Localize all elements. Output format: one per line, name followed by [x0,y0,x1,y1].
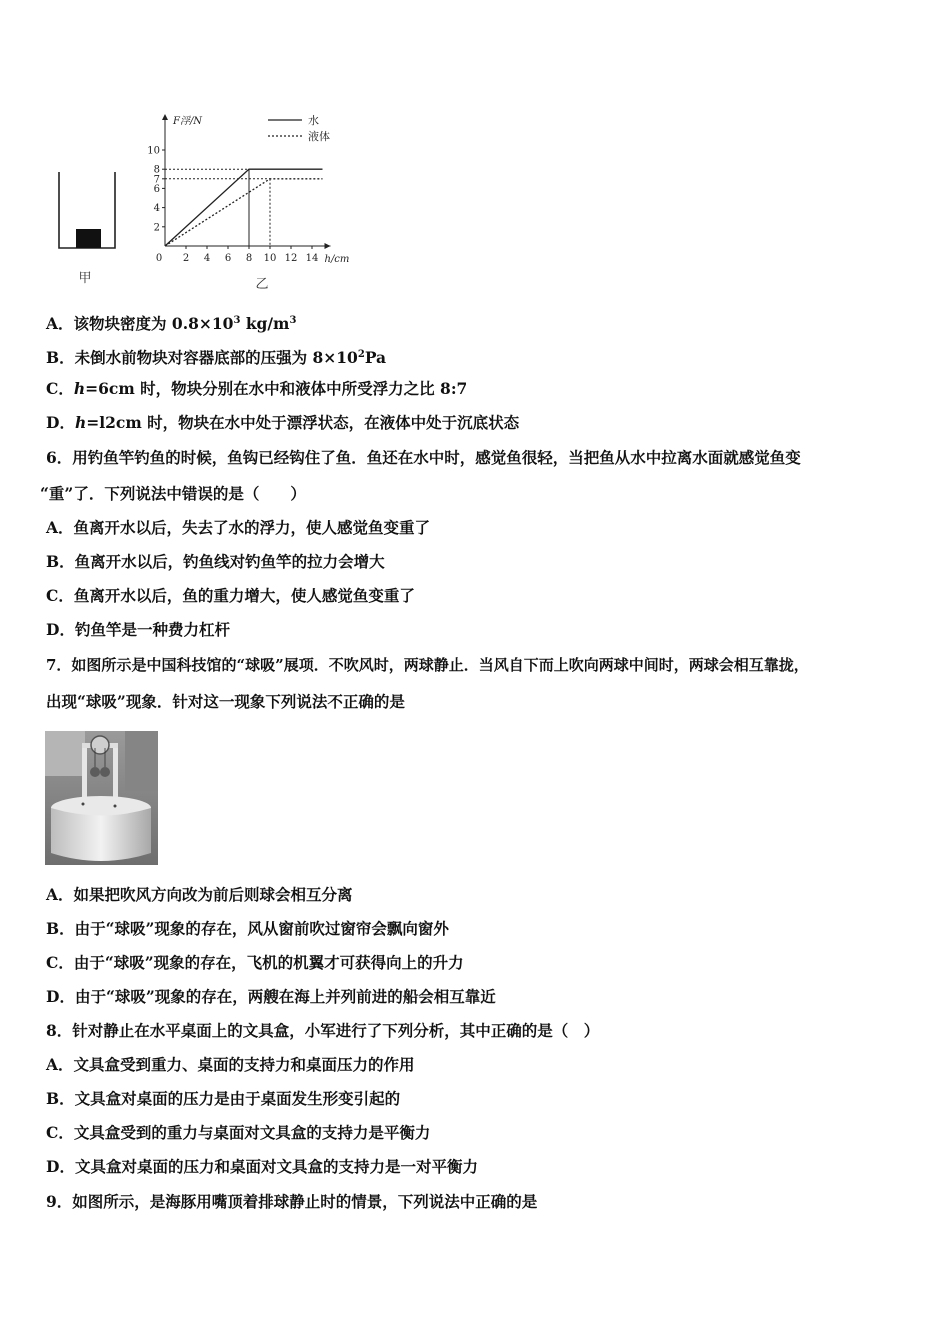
q8-option-c: C．文具盒受到的重力与桌面对文具盒的支持力是平衡力 [46,1123,431,1142]
x-tick-label: 14 [305,253,319,264]
q8-option-a: A．文具盒受到重力、桌面的支持力和桌面压力的作用 [46,1055,415,1074]
y-tick-label: 4 [153,203,160,215]
q6-option-b: B．鱼离开水以后，钓鱼线对钓鱼竿的拉力会增大 [46,552,385,571]
y-tick-label: 7 [153,174,160,186]
q8-stem: 8．针对静止在水平桌面上的文具盒，小军进行了下列分析，其中正确的是（ ） [46,1021,600,1040]
x-tick-label: 0 [155,253,163,264]
q6-option-d: D．钓鱼竿是一种费力杠杆 [46,620,230,639]
q7-stem-line2: 出现“球吸”现象．针对这一现象下列说法不正确的是 [46,692,405,711]
x-tick-label: 12 [284,253,298,264]
q7-option-b: B．由于“球吸”现象的存在，风从窗前吹过窗帘会飘向窗外 [46,919,449,938]
x-tick-label: 8 [245,253,253,264]
y-axis-arrow [162,114,168,120]
y-tick-label: 10 [147,145,160,157]
legend-label-liquid: 液体 [308,130,330,143]
x-axis-label: h/cm [324,254,350,265]
y-tick-label: 8 [153,164,160,176]
x-axis-arrow [325,243,331,249]
legend-label-water: 水 [308,114,319,127]
q8-option-d: D．文具盒对桌面的压力和桌面对文具盒的支持力是一对平衡力 [46,1157,478,1176]
q6-option-a: A．鱼离开水以后，失去了水的浮力，使人感觉鱼变重了 [46,518,431,537]
q7-option-c: C．由于“球吸”现象的存在，飞机的机翼才可获得向上的升力 [46,953,464,972]
series-line-liquid [165,179,323,246]
q5-option-a: A．该物块密度为 $0.8\times 10^3$ $kg/m^3$ [46,314,297,333]
y-tick-label: 6 [153,183,160,195]
q9-stem: 9．如图所示，是海豚用嘴顶着排球静止时的情景，下列说法中正确的是 [46,1192,538,1211]
figure-jia-container [55,168,125,286]
figure-jia-label: 甲 [78,271,92,286]
x-tick-label: 2 [182,253,190,264]
q5-option-c: C．h=6cm 时，物块分别在水中和液体中所受浮力之比 8:7 [46,379,468,398]
y-tick-label: 2 [153,222,160,234]
figure-yi-label: 乙 [255,277,269,292]
q6-stem-line2: “重”了．下列说法中错误的是（ ） [40,484,306,503]
y-axis-label: F浮/N [173,116,203,127]
q5-option-d: D．h=l2cm 时，物块在水中处于漂浮状态，在液体中处于沉底状态 [46,413,520,432]
series-line-water [165,169,323,246]
q8-option-b: B．文具盒对桌面的压力是由于桌面发生形变引起的 [46,1089,401,1108]
q7-stem-line1: 7．如图所示是中国科技馆的“球吸”展项．不吹风时，两球静止．当风自下而上吹向两球中间时，两球会相互靠拢， [46,656,809,674]
q6-option-c: C．鱼离开水以后，鱼的重力增大，使人感觉鱼变重了 [46,586,415,605]
block-object [76,229,101,248]
q5-option-b: B．未倒水前物块对容器底部的压强为 $8\times 10^2Pa$ [46,348,387,367]
x-tick-label: 10 [263,253,277,264]
q7-option-a: A．如果把吹风方向改为前后则球会相互分离 [46,885,353,904]
ball-suction-exhibit-photo [45,731,158,865]
figure-yi-chart [140,108,390,293]
x-tick-label: 4 [203,253,211,264]
q7-option-d: D．由于“球吸”现象的存在，两艘在海上并列前进的船会相互靠近 [46,987,496,1006]
q6-stem-line1: 6．用钓鱼竿钓鱼的时候，鱼钩已经钩住了鱼．鱼还在水中时，感觉鱼很轻，当把鱼从水中拉离水面就感觉鱼变 [46,448,801,467]
x-tick-label: 6 [224,253,232,264]
